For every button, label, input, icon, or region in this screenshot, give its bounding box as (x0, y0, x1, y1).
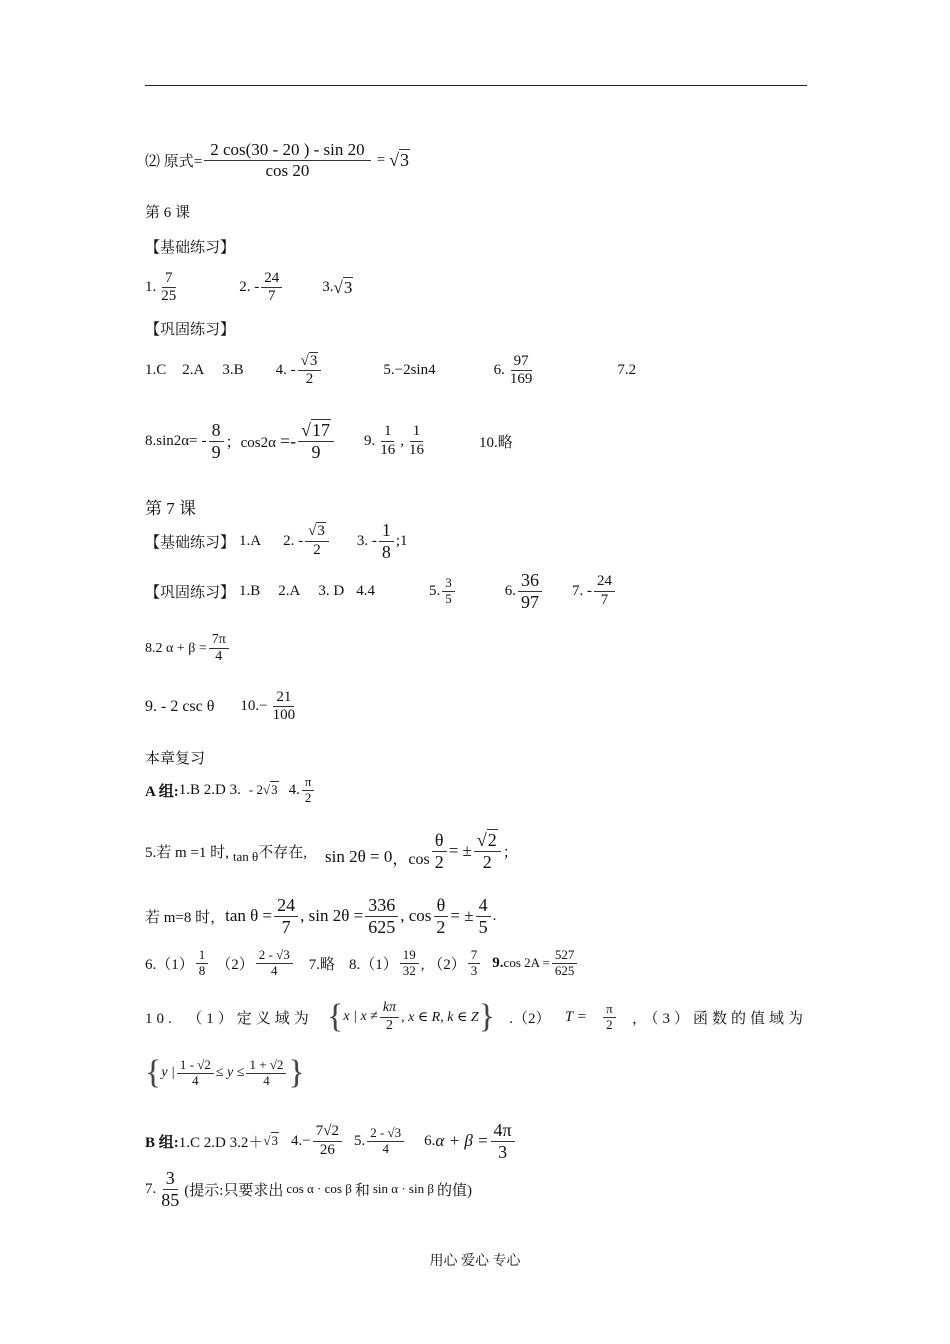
frac-4-5 (476, 895, 491, 937)
group-a-label: A 组: (145, 783, 179, 800)
frac-lower (177, 1058, 214, 1089)
consol-heading: 【巩固练习】 (145, 584, 236, 601)
q7: 7. - (571, 582, 592, 599)
radicand: 17 (311, 420, 330, 440)
q1: 1.A (239, 532, 262, 549)
brace-left: { (327, 998, 344, 1035)
frac-theta (432, 830, 447, 872)
frac-q6 (507, 353, 536, 389)
review-q10-range (145, 1056, 305, 1090)
q6-2: （2） (216, 956, 254, 973)
den: 9 (211, 441, 221, 462)
pm: = ± (450, 906, 474, 926)
q10: 10.− (240, 698, 268, 715)
review-q10 (145, 1000, 807, 1034)
cos-product: cos α · cos β (286, 1181, 352, 1197)
den: 8 (198, 962, 206, 978)
title-text: 第 7 课 (145, 499, 196, 518)
frac-q2 (305, 523, 329, 559)
pm: = ± (448, 841, 472, 861)
q8-cos: ；cos2α (225, 434, 276, 451)
den: 2 (606, 1016, 613, 1032)
q5: 5. (428, 582, 441, 599)
sin-product: sin α · sin β (372, 1181, 434, 1197)
den: 625 (554, 962, 575, 978)
lesson-6-basic-answers (145, 270, 353, 306)
den: 5 (445, 590, 452, 606)
num: 3 (163, 1168, 178, 1190)
frac-q7 (594, 573, 615, 609)
q3: 3.B (222, 362, 244, 379)
radicand: 2 (487, 830, 497, 850)
frac-q10 (270, 689, 299, 725)
frac-q1 (158, 270, 179, 306)
case-text: 若 m=8 时， (145, 909, 226, 926)
num: 1 (381, 423, 395, 441)
lesson-7-title (145, 494, 196, 519)
q8-1: 8.（1） (349, 956, 398, 973)
frac-q4 (313, 1123, 342, 1159)
cos-2a: cos 2A = (503, 955, 550, 971)
numerator: 2 cos(30 - 20 ) - sin 20 (204, 140, 370, 161)
num: 21 (273, 689, 294, 707)
num: θ (432, 830, 447, 852)
den: 3 (498, 1141, 508, 1162)
q2: 2.A (182, 362, 205, 379)
q2: 2. - (283, 532, 304, 549)
den: 2 (385, 1017, 393, 1033)
frac-q6-2 (256, 948, 293, 979)
frac-336-625 (365, 895, 398, 937)
eq-original (145, 140, 410, 180)
num: √3 (298, 353, 322, 371)
q9: 9. (492, 954, 504, 971)
radicand: 3 (309, 353, 318, 369)
num: 1 (379, 520, 394, 542)
num: 19 (400, 948, 419, 964)
den: 97 (520, 591, 539, 612)
q4: 4.− (291, 1132, 311, 1149)
fraction (204, 140, 370, 180)
num: √17 (298, 420, 334, 442)
minus: - (201, 432, 207, 449)
lesson-7-q9-10 (145, 689, 300, 725)
frac-sqrt2 (474, 830, 501, 872)
answers: 1.C 2.D 3.2＋ (178, 1134, 264, 1151)
lesson-7-consol (145, 570, 617, 612)
equals-minus: =- (279, 430, 297, 451)
brace-right: } (288, 1054, 305, 1091)
num: 97 (511, 353, 532, 371)
q8-2: , （2） (420, 956, 466, 973)
frac-upper (246, 1058, 286, 1089)
lesson-6-q8-10 (145, 420, 513, 462)
num: 24 (274, 895, 298, 917)
num: √3 (305, 523, 329, 541)
label: ⑵ 原式= (145, 153, 203, 170)
den: 32 (402, 962, 416, 978)
lesson-6-consol-heading (145, 318, 235, 339)
answers: 1.B 2.D 3. (178, 781, 241, 798)
frac-24-7 (274, 895, 298, 937)
num: π (603, 1002, 616, 1018)
den: 3 (470, 962, 478, 978)
range-ineq: ≤ y ≤ (215, 1065, 245, 1080)
q4: 4.4 (356, 582, 375, 599)
tan-theta: tan θ (232, 849, 259, 865)
frac-q8-1 (400, 948, 419, 979)
title-text: 本章复习 (145, 751, 206, 767)
num: 2 - √3 (256, 948, 293, 964)
num: 7 (162, 270, 176, 288)
q3-tail: ;1 (395, 532, 408, 549)
sin-2theta: sin 2θ = 0 (325, 847, 393, 867)
frac-q2 (261, 270, 282, 306)
num: 8 (209, 420, 224, 442)
q3-coef: - 2 (248, 782, 263, 798)
brace-right: } (478, 998, 495, 1035)
q8-lhs: 8.2 α + β = (145, 640, 207, 656)
period-t: T = (564, 1008, 587, 1025)
den: 169 (509, 371, 533, 388)
den: 2 (482, 851, 492, 872)
lesson-7-basic (145, 520, 408, 562)
q10-domain-text: 10. （1）定义域为 (145, 1010, 313, 1027)
den: 4 (263, 1072, 270, 1088)
denominator: cos 20 (265, 160, 310, 180)
num: 1 (410, 423, 424, 441)
radicand: 3 (317, 523, 325, 540)
heading-text: 【巩固练习】 (145, 322, 236, 338)
page-footer: 用心 爱心 专心 (429, 1254, 521, 1269)
num: 4 (476, 895, 491, 917)
frac-q8a (209, 420, 224, 462)
den: 7 (281, 916, 291, 937)
num: 527 (552, 948, 578, 964)
case-text: 5.若 m =1 时, (145, 844, 229, 861)
heading-text: 【基础练习】 (145, 240, 236, 256)
q7: 7.略 (308, 956, 336, 973)
period: . (492, 907, 497, 924)
frac-q5 (367, 1126, 404, 1157)
num: kπ (380, 1000, 399, 1017)
domain-set (327, 1000, 495, 1034)
num: 7 (468, 948, 481, 964)
frac-q9b (406, 423, 427, 459)
q6: 6. (493, 362, 505, 379)
den: 2 (305, 371, 314, 388)
frac-q7 (158, 1168, 182, 1210)
num: 2 - √3 (367, 1126, 404, 1142)
den: 4 (192, 1072, 199, 1088)
frac-q8b (298, 420, 334, 462)
den: 4 (215, 649, 223, 665)
den: 85 (161, 1189, 180, 1210)
frac-kpi-2 (380, 1000, 399, 1033)
q4: 4. - (275, 362, 296, 379)
frac-pi-2 (603, 1002, 616, 1033)
sqrt-q3: √3 (333, 277, 353, 297)
den: 5 (478, 916, 488, 937)
q5-case-m1 (145, 830, 518, 872)
lesson-6-title (145, 201, 190, 222)
den: 7 (268, 288, 276, 305)
frac-q4 (298, 353, 322, 389)
lesson-6-basic-heading (145, 236, 235, 257)
frac-q9a (377, 423, 398, 459)
alpha-beta: α + β = (435, 1131, 489, 1151)
num: 7√2 (313, 1123, 342, 1141)
q10-3-text: ，（3）函数的值域为 (631, 1010, 807, 1027)
den: 2 (304, 789, 312, 805)
q4: 4. (288, 781, 300, 798)
q8-lhs: 8.sin2α= (145, 432, 198, 449)
group-a-line (145, 775, 316, 806)
den: 4 (382, 1140, 389, 1156)
tan-theta: tan θ = (225, 906, 273, 926)
frac-q6 (491, 1120, 515, 1162)
comma: , (400, 432, 404, 449)
group-b-q7 (145, 1168, 472, 1210)
hint-text: (提示:只要求出 (184, 1182, 284, 1199)
q1: 1.B (239, 582, 261, 599)
den: 100 (272, 707, 296, 724)
q1: 1.C (145, 362, 167, 379)
den: 7 (600, 591, 609, 608)
den: 16 (380, 441, 396, 458)
sqrt-q3: √3 (263, 1133, 278, 1149)
num: 7π (209, 632, 229, 649)
num: 3 (442, 576, 455, 592)
review-q6-9 (145, 948, 579, 979)
q10: 10.略 (478, 434, 513, 451)
num: 336 (365, 895, 398, 917)
equals: = (376, 151, 386, 168)
frac-q8 (209, 632, 229, 665)
semicolon: ； (502, 844, 518, 861)
num: 24 (594, 573, 615, 591)
brace-left: { (145, 1054, 162, 1091)
q5: 5. (353, 1132, 366, 1149)
cos: , cos (400, 906, 432, 926)
group-b-label: B 组: (145, 1134, 179, 1151)
q10-2: .（2） (509, 1010, 551, 1027)
frac-q6-1 (196, 948, 209, 979)
den: 2 (436, 916, 446, 937)
q5-case-m8 (145, 895, 496, 937)
set-cond: x | x ≠ (343, 1009, 378, 1024)
q9: 9. - 2 csc θ (145, 697, 215, 715)
header-rule (145, 85, 807, 86)
sqrt-q3: √3 (262, 782, 278, 798)
frac-q8-2 (468, 948, 481, 979)
basic-heading: 【基础练习】 (145, 534, 236, 551)
frac-q3 (379, 520, 394, 562)
q3: 3. (322, 279, 334, 296)
den: 16 (408, 441, 424, 458)
den: 25 (161, 288, 177, 305)
frac-q4 (302, 775, 315, 806)
num: θ (434, 895, 449, 917)
num: 36 (518, 570, 542, 592)
den: 4 (271, 962, 278, 978)
num: 4π (491, 1120, 515, 1142)
den: 26 (319, 1141, 335, 1158)
num: 1 - √2 (177, 1058, 214, 1074)
q3: 3. D (318, 582, 345, 599)
den: 2 (434, 851, 444, 872)
den: 8 (381, 541, 391, 562)
q6: 6. (504, 582, 516, 599)
not-exist: 不存在, (258, 844, 308, 861)
group-b-line (145, 1120, 517, 1162)
den: 2 (313, 541, 321, 558)
q1: 1. (145, 279, 157, 296)
sin-2theta: , sin 2θ = (300, 906, 364, 926)
q2: 2. - (239, 279, 260, 296)
num: 24 (261, 270, 282, 288)
den: 9 (311, 441, 321, 462)
q7: 7.2 (617, 362, 637, 379)
num: 1 + √2 (246, 1058, 286, 1074)
sqrt-value: √3 (389, 149, 409, 170)
set-cond2: , x ∈ R, k ∈ Z (401, 1009, 479, 1025)
q5: 5.−2sin4 (383, 362, 436, 379)
hint-tail: 的值) (436, 1182, 472, 1199)
frac-q6 (518, 570, 542, 612)
q2: 2.A (278, 582, 301, 599)
q6: 6. (424, 1132, 436, 1149)
q3: 3. - (356, 532, 377, 549)
num: √2 (474, 830, 501, 852)
and: 和 (354, 1182, 370, 1199)
q6-1: 6.（1） (145, 956, 194, 973)
frac-theta (433, 895, 448, 937)
q7: 7. (145, 1180, 157, 1197)
num: 1 (196, 948, 209, 964)
lesson-6-consol-answers (145, 353, 636, 389)
range-var: y | (161, 1065, 175, 1080)
frac-q5 (442, 576, 455, 607)
den: 625 (368, 916, 396, 937)
num: π (302, 775, 315, 791)
title-text: 第 6 课 (145, 205, 191, 221)
q9: 9. (363, 432, 376, 449)
cos-text: ，cos (392, 850, 430, 868)
chapter-review-title (145, 747, 205, 768)
lesson-7-q8 (145, 632, 231, 665)
frac-q9 (552, 948, 578, 979)
